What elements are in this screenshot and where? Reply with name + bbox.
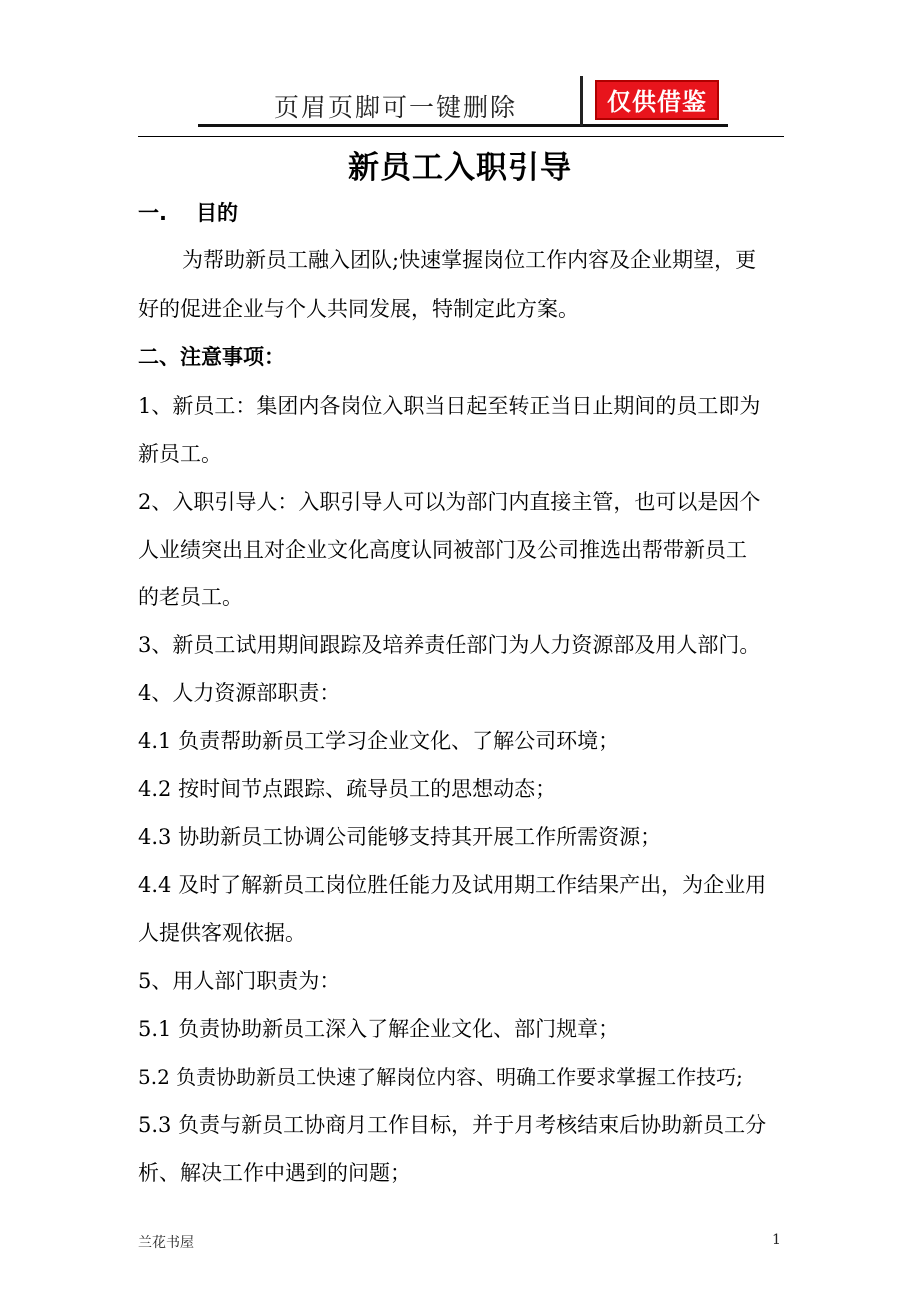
item-5-3-line-1: 5.3 负责与新员工协商月工作目标，并于月考核结束后协助新员工分 [138, 1113, 767, 1137]
section-1-title: 目的 [196, 201, 238, 225]
item-4-4-line-1: 4.4 及时了解新员工岗位胜任能力及试用期工作结果产出，为企业用 [138, 873, 767, 897]
item-5-2: 5.2 负责协助新员工快速了解岗位内容、明确工作要求掌握工作技巧; [138, 1065, 743, 1089]
item-5-1: 5.1 负责协助新员工深入了解企业文化、部门规章； [138, 1017, 620, 1041]
item-2-line-1: 2、入职引导人：入职引导人可以为部门内直接主管，也可以是因个 [138, 490, 761, 514]
footer-text: 兰花书屋 [138, 1235, 194, 1251]
item-4-1: 4.1 负责帮助新员工学习企业文化、了解公司环境； [138, 729, 620, 753]
section-1-number: 一. [138, 201, 167, 225]
page-number: 1 [772, 1232, 781, 1248]
item-4-3: 4.3 协助新员工协调公司能够支持其开展工作所需资源； [138, 825, 662, 849]
header-text: 页眉页脚可一键删除 [274, 93, 518, 122]
purpose-paragraph-line-1: 为帮助新员工融入团队;快速掌握岗位工作内容及企业期望，更 [182, 248, 757, 272]
item-2-line-3: 的老员工。 [138, 585, 243, 609]
document-title: 新员工入职引导 [348, 150, 572, 186]
header-divider [580, 76, 583, 126]
reference-only-stamp: 仅供借鉴 [595, 80, 719, 120]
item-3: 3、新员工试用期间跟踪及培养责任部门为人力资源部及用人部门。 [138, 633, 761, 657]
item-1-line-2: 新员工。 [138, 442, 222, 466]
item-5: 5、用人部门职责为： [138, 969, 341, 993]
item-4: 4、人力资源部职责： [138, 681, 341, 705]
header-underline [198, 124, 728, 127]
item-5-3-line-2: 析、解决工作中遇到的问题； [138, 1161, 411, 1185]
item-1-line-1: 1、新员工：集团内各岗位入职当日起至转正当日止期间的员工即为 [138, 394, 761, 418]
section-2-heading: 二、注意事项： [138, 345, 285, 369]
header-rule [138, 136, 784, 137]
item-4-4-line-2: 人提供客观依据。 [138, 921, 306, 945]
page-header [138, 72, 784, 138]
item-2-line-2: 人业绩突出且对企业文化高度认同被部门及公司推选出帮带新员工 [138, 538, 747, 562]
purpose-paragraph-line-2: 好的促进企业与个人共同发展，特制定此方案。 [138, 297, 579, 321]
item-4-2: 4.2 按时间节点跟踪、疏导员工的思想动态； [138, 777, 557, 801]
